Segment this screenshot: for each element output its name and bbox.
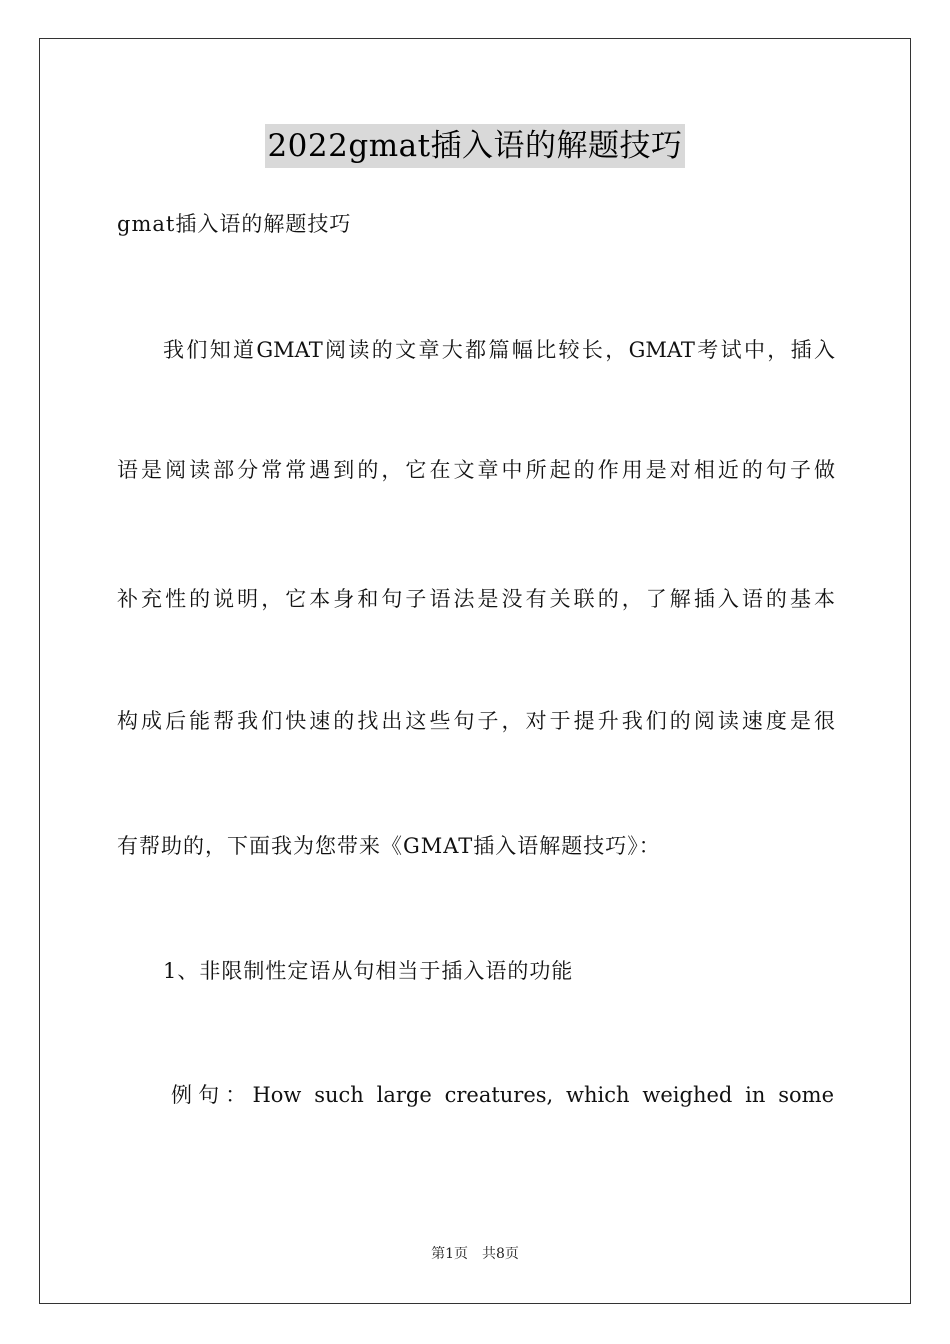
paragraph-line-3: 补充性的说明，它本身和句子语法是没有关联的，了解插入语的基本 — [117, 587, 835, 611]
paragraph-line-1: 我们知道GMAT阅读的文章大都篇幅比较长，GMAT考试中，插入 — [163, 338, 835, 362]
section-heading: 1、非限制性定语从句相当于插入语的功能 — [163, 959, 574, 983]
subtitle-line: gmat插入语的解题技巧 — [117, 212, 352, 236]
total-pages: 共8页 — [482, 1246, 519, 1262]
paragraph-line-2: 语是阅读部分常常遇到的，它在文章中所起的作用是对相近的句子做 — [117, 458, 835, 482]
paragraph-line-5: 有帮助的，下面我为您带来《GMAT插入语解题技巧》： — [117, 834, 661, 858]
document-title: 2022gmat插入语的解题技巧 — [265, 124, 684, 168]
paragraph-line-4: 构成后能帮我们快速的找出这些句子，对于提升我们的阅读速度是很 — [117, 709, 835, 733]
example-sentence-line: 例句：How such large creatures, which weighed in some — [171, 1083, 834, 1107]
page-footer — [0, 1244, 950, 1264]
title-container — [0, 124, 950, 168]
page-number: 第1页 — [431, 1246, 468, 1262]
